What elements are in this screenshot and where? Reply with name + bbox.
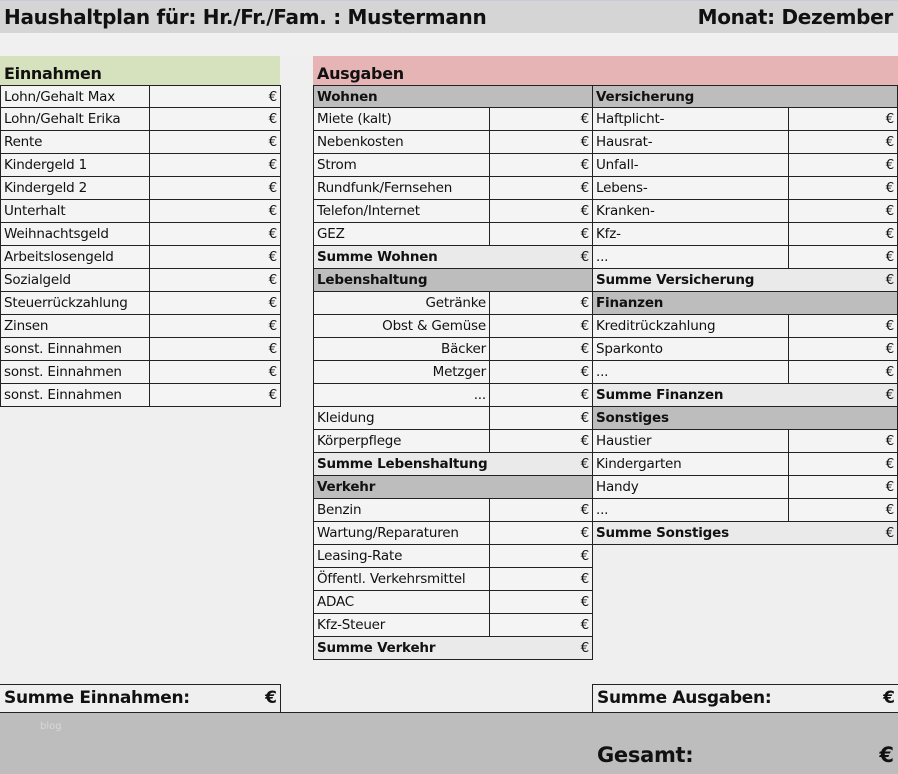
amount-cell[interactable]: €	[149, 384, 280, 406]
amount-cell[interactable]: €	[788, 131, 897, 153]
table-row	[1, 246, 281, 269]
table-row	[314, 499, 593, 522]
section-versicherung	[593, 85, 898, 108]
summe-einnahmen-row	[0, 684, 281, 713]
table-row	[593, 200, 898, 223]
amount-cell[interactable]: €	[149, 269, 280, 291]
summe-ausgaben-row	[592, 684, 898, 713]
amount-cell[interactable]: €	[489, 338, 592, 360]
amount-cell[interactable]: €	[489, 315, 592, 337]
sum-label: Summe Sonstiges	[596, 525, 729, 541]
amount-cell[interactable]: €	[489, 177, 592, 199]
sum-wohnen	[314, 246, 593, 269]
table-row	[314, 200, 593, 223]
row-label: Haftplicht-	[596, 111, 665, 127]
row-label: Miete (kalt)	[317, 111, 392, 127]
section-title: Sonstiges	[596, 410, 669, 426]
table-row	[593, 499, 898, 522]
table-row	[314, 131, 593, 154]
amount-cell[interactable]: €	[788, 177, 897, 199]
amount-cell[interactable]: €	[788, 315, 897, 337]
table-row	[314, 338, 593, 361]
amount-cell[interactable]: €	[489, 407, 592, 429]
table-row	[593, 154, 898, 177]
table-row	[314, 108, 593, 131]
amount-cell[interactable]: €	[788, 453, 897, 475]
row-label: sonst. Einnahmen	[4, 387, 122, 403]
table-row	[1, 154, 281, 177]
amount-cell[interactable]: €	[149, 223, 280, 245]
table-row	[314, 407, 593, 430]
row-label: ADAC	[317, 594, 355, 610]
amount-cell[interactable]: €	[149, 131, 280, 153]
table-row	[1, 200, 281, 223]
ausgaben-header	[313, 56, 898, 86]
amount-cell[interactable]: €	[489, 568, 592, 590]
month-label: Monat: Dezember	[697, 5, 893, 29]
table-row	[1, 223, 281, 246]
row-label: Kindergarten	[596, 456, 682, 472]
amount-cell[interactable]: €	[489, 384, 592, 406]
table-row	[1, 315, 281, 338]
sum-lebenshaltung	[314, 453, 593, 476]
footer-gesamt	[0, 713, 898, 774]
table-row	[593, 177, 898, 200]
row-label: Lebens-	[596, 180, 648, 196]
sum-finanzen	[593, 384, 898, 407]
summe-ausgaben-value[interactable]: €	[883, 688, 895, 708]
row-label: Unterhalt	[4, 203, 66, 219]
einnahmen-title: Einnahmen	[4, 64, 102, 83]
row-label: Rundfunk/Fernsehen	[317, 180, 453, 196]
row-label: GEZ	[317, 226, 345, 242]
sum-label: Summe Wohnen	[317, 249, 438, 265]
ausgaben-title: Ausgaben	[317, 64, 404, 83]
amount-cell[interactable]: €	[149, 108, 280, 130]
section-title: Verkehr	[317, 479, 376, 495]
row-label: Leasing-Rate	[317, 548, 403, 564]
summe-ausgaben-label: Summe Ausgaben:	[597, 688, 772, 708]
section-title: Finanzen	[596, 295, 664, 311]
row-label: Handy	[596, 479, 639, 495]
amount-cell[interactable]: €	[788, 430, 897, 452]
amount-cell[interactable]: €	[149, 315, 280, 337]
sum-versicherung	[593, 269, 898, 292]
row-label: Lohn/Gehalt Max	[4, 88, 116, 105]
row-label: Benzin	[317, 502, 362, 518]
amount-cell[interactable]: €	[149, 292, 280, 314]
gesamt-value[interactable]: €	[879, 743, 894, 767]
table-row	[1, 85, 281, 108]
row-label: Metzger	[432, 364, 486, 380]
ausgaben-table-left	[313, 85, 593, 660]
table-row	[314, 545, 593, 568]
section-wohnen	[314, 85, 593, 108]
sum-label: Summe Verkehr	[317, 640, 436, 656]
table-row	[593, 361, 898, 384]
table-row	[1, 292, 281, 315]
section-finanzen	[593, 292, 898, 315]
row-label: ...	[596, 502, 609, 518]
row-label: Zinsen	[4, 318, 49, 334]
table-row	[314, 430, 593, 453]
row-label: Weihnachtsgeld	[4, 226, 109, 242]
row-label: Telefon/Internet	[317, 203, 420, 219]
row-label: Wartung/Reparaturen	[317, 525, 459, 541]
sum-value[interactable]: €	[580, 249, 589, 265]
amount-cell[interactable]: €	[489, 430, 592, 452]
amount-cell[interactable]: €	[788, 223, 897, 245]
amount-cell[interactable]: €	[489, 591, 592, 613]
amount-cell[interactable]: €	[788, 154, 897, 176]
table-row	[1, 338, 281, 361]
table-row	[593, 223, 898, 246]
row-label: sonst. Einnahmen	[4, 364, 122, 380]
amount-cell[interactable]: €	[788, 108, 897, 130]
table-row	[593, 430, 898, 453]
amount-cell[interactable]: €	[788, 246, 897, 268]
table-row	[593, 453, 898, 476]
amount-cell[interactable]: €	[149, 177, 280, 199]
row-label: Nebenkosten	[317, 134, 404, 150]
row-label: ...	[596, 364, 609, 380]
row-label: Kfz-Steuer	[317, 617, 386, 633]
sum-value[interactable]: €	[580, 456, 589, 472]
amount-cell[interactable]: €	[489, 154, 592, 176]
section-title: Versicherung	[596, 88, 695, 105]
einnahmen-table	[0, 85, 281, 407]
amount-cell[interactable]: €	[788, 338, 897, 360]
row-label: Kranken-	[596, 203, 655, 219]
amount-cell[interactable]: €	[489, 223, 592, 245]
summe-einnahmen-value[interactable]: €	[265, 688, 277, 708]
table-row	[1, 177, 281, 200]
table-row	[593, 246, 898, 269]
amount-cell[interactable]: €	[149, 338, 280, 360]
row-label: Sozialgeld	[4, 272, 71, 288]
table-row	[314, 614, 593, 637]
page-title: Haushaltplan für: Hr./Fr./Fam. : Mustermann	[4, 5, 487, 29]
amount-cell[interactable]: €	[149, 246, 280, 268]
title-bar	[0, 0, 898, 33]
amount-cell[interactable]: €	[489, 108, 592, 130]
row-label: Lohn/Gehalt Erika	[4, 111, 121, 127]
table-row	[593, 476, 898, 499]
row-label: Strom	[317, 157, 357, 173]
section-lebenshaltung	[314, 269, 593, 292]
table-row	[593, 108, 898, 131]
table-row	[314, 315, 593, 338]
section-title: Wohnen	[317, 88, 378, 105]
row-label: Kleidung	[317, 410, 375, 426]
row-label: Bäcker	[441, 341, 486, 357]
amount-cell[interactable]: €	[149, 200, 280, 222]
amount-cell[interactable]: €	[788, 361, 897, 383]
row-label: Steuerrückzahlung	[4, 295, 128, 311]
amount-cell[interactable]: €	[788, 476, 897, 498]
summe-einnahmen-label: Summe Einnahmen:	[4, 688, 190, 708]
amount-cell[interactable]: €	[489, 545, 592, 567]
row-label: Arbeitslosengeld	[4, 249, 114, 265]
table-row	[314, 177, 593, 200]
table-row	[314, 154, 593, 177]
row-label: Kindergeld 1	[4, 157, 88, 173]
amount-cell[interactable]: €	[788, 200, 897, 222]
row-label: Unfall-	[596, 157, 639, 173]
row-label: Getränke	[425, 295, 486, 311]
section-title: Lebenshaltung	[317, 272, 428, 288]
row-label: Sparkonto	[596, 341, 663, 357]
sum-label: Summe Lebenshaltung	[317, 456, 488, 472]
gesamt-label: Gesamt:	[597, 743, 694, 767]
row-label: Obst & Gemüse	[382, 318, 486, 334]
table-row	[593, 131, 898, 154]
table-row	[1, 108, 281, 131]
table-row	[314, 292, 593, 315]
table-row	[314, 522, 593, 545]
sum-verkehr	[314, 637, 593, 660]
sum-label: Summe Versicherung	[596, 272, 755, 288]
section-verkehr	[314, 476, 593, 499]
table-row	[1, 384, 281, 407]
row-label: Kindergeld 2	[4, 180, 88, 196]
amount-cell[interactable]: €	[489, 292, 592, 314]
amount-cell[interactable]: €	[149, 154, 280, 176]
sum-value[interactable]: €	[885, 272, 894, 288]
row-label: sonst. Einnahmen	[4, 341, 122, 357]
amount-cell[interactable]: €	[149, 361, 280, 383]
table-row	[314, 591, 593, 614]
row-label: ...	[596, 249, 609, 265]
row-label: Kreditrückzahlung	[596, 318, 716, 334]
table-row	[314, 361, 593, 384]
amount-cell[interactable]: €	[489, 499, 592, 521]
sum-label: Summe Finanzen	[596, 387, 724, 403]
amount-cell[interactable]: €	[788, 499, 897, 521]
row-label: Kfz-	[596, 226, 621, 242]
amount-cell[interactable]: €	[489, 131, 592, 153]
watermark: blog	[40, 721, 62, 732]
table-row	[1, 131, 281, 154]
sum-sonstiges	[593, 522, 898, 545]
einnahmen-header	[0, 56, 280, 86]
table-row	[593, 315, 898, 338]
row-label: Körperpflege	[317, 433, 402, 449]
table-row	[314, 223, 593, 246]
table-row	[314, 568, 593, 591]
section-sonstiges	[593, 407, 898, 430]
table-row	[1, 269, 281, 292]
sum-value[interactable]: €	[885, 387, 894, 403]
amount-cell[interactable]: €	[489, 614, 592, 636]
sum-value[interactable]: €	[580, 640, 589, 656]
row-label: ...	[473, 387, 486, 403]
row-label: Haustier	[596, 433, 652, 449]
spacer-band	[0, 33, 898, 56]
amount-cell[interactable]: €	[149, 86, 280, 107]
amount-cell[interactable]: €	[489, 361, 592, 383]
amount-cell[interactable]: €	[489, 522, 592, 544]
ausgaben-table-right	[592, 85, 898, 545]
row-label: Hausrat-	[596, 134, 653, 150]
sum-value[interactable]: €	[885, 525, 894, 541]
row-label: Rente	[4, 134, 43, 150]
row-label: Öffentl. Verkehrsmittel	[317, 571, 466, 587]
table-row	[593, 338, 898, 361]
table-row	[1, 361, 281, 384]
table-row	[314, 384, 593, 407]
amount-cell[interactable]: €	[489, 200, 592, 222]
